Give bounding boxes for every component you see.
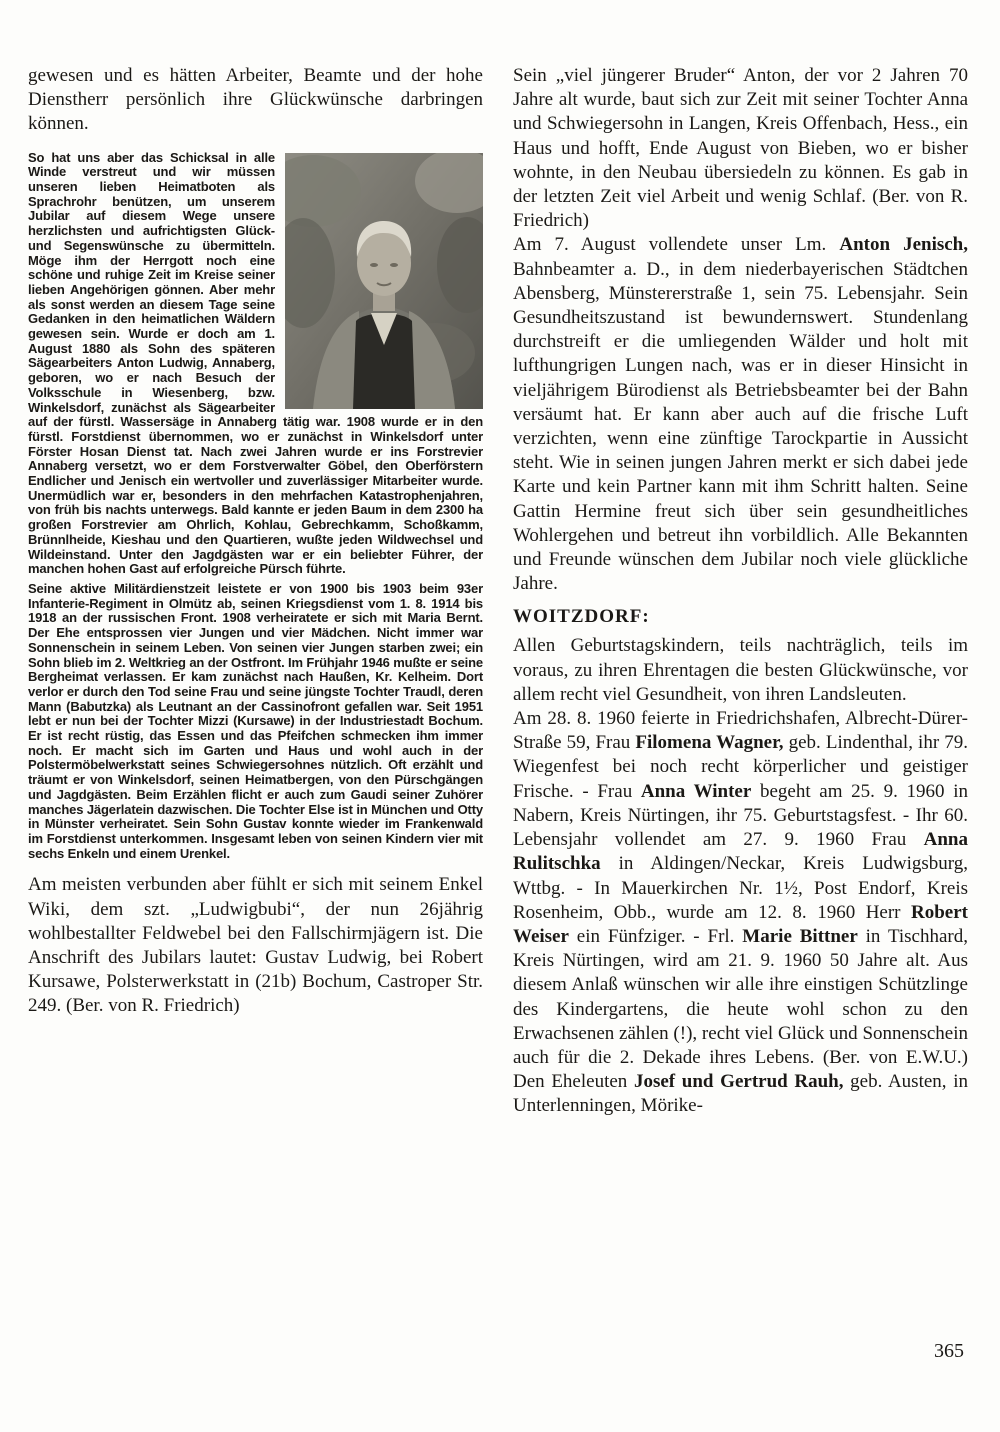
left-fine-print-block bbox=[28, 151, 483, 862]
fine-paragraph-biography: So hat uns aber das Schicksal in alle Winde verstreut und wir müssen unseren lieben Heimatboten als Sprachrohr benützen, um unserem Jubilar auf diesem Wege unsere herzlichsten und aufrichtigsten Glück- und Segenswünsche zu übermitteln. Möge ihm der Herrgott noch eine schöne und ruhige Zeit im Kreise seiner lieben Angehörigen gönnen. Aber mehr als sonst werden an diesem Tage seine Gedanken in den heimatlichen Wäldern gewesen sein. Wurde er doch am 1. August 1880 als Sohn des späteren Sägearbeiters Anton Ludwig, Annaberg, geboren, wo er nach Besuch der Volksschule in Wiesenberg, bzw. Winkelsdorf, zunächst als Sägearbeiter auf der fürstl. Wassersäge in Annaberg tätig war. 1908 wurde er in den fürstl. Forstdienst übernommen, wo er zunächst in Winkelsdorf unter Förster Hosan Dienst tat. Nach zwei Jahren wurde er ins Forstrevier Annaberg versetzt, wo er dem Forstverwalter Göbel, den Oberförstern Endlicher und Jenisch ein wertvoller und zuverlässiger Mitarbeiter wurde. Unermüdlich war er, besonders in den mehrfachen Katastrophenjahren, von früh bis nachts unterwegs. Bald kannte er jeden Baum in dem 2300 ha großen Forstrevier am Ohrlich, Kohlau, Gebrechkamm, Schoßkamm, Brünnlheide, Kieshau und den Quartieren, wußte jeden Wildwechsel und Wildeinstand. Unter den Jagdgästen war er ein beliebter Führer, der manchen hohen Gast auf erfolgreiche Pürsch führte. bbox=[28, 149, 483, 577]
page-number: 365 bbox=[934, 1340, 964, 1362]
left-outro-paragraph: Am meisten verbunden aber fühlt er sich mit seinem Enkel Wiki, dem szt. „Ludwigbubi“, der nun 26jährig wohlbestallter Feldwebel bei den Fallschirmjägern ist. Die Anschrift des Jubilars lautet: Gustav Ludwig, bei Robert Kursawe, Polsterwerkstatt in (21b) Bochum, Castroper Str. 249. (Ber. von R. Friedrich) bbox=[28, 874, 483, 1017]
jubilar-photo bbox=[285, 153, 483, 409]
left-column bbox=[28, 64, 483, 1119]
paragraph-bruder-anton: Sein „viel jüngerer Bruder“ Anton, der vor 2 Jahren 70 Jahre alt wurde, baut sich zur Zeit mit seiner Tochter Anna und Schwiegersohn in Langen, Kreis Offenbach, Hess., ein Haus und hofft, Ende August von Bieben, wo er bisher wohnte, in den Neubau übersiedeln zu können. Es gab in der letzten Zeit viel Arbeit und wenig Schlaf. (Ber. von R. Friedrich) bbox=[513, 65, 968, 232]
section-heading-woitzdorf: WOITZDORF: bbox=[513, 606, 650, 628]
paragraph-birthday-list: Am 28. 8. 1960 feierte in Friedrichshafen, Albrecht-Dürer-Straße 59, Frau Filomena Wagner, geb. Lindenthal, ihr 79. Wiegenfest bei noch recht körperlicher und geistiger Frische. - Frau Anna Winter begeht am 25. 9. 1960 in Nabern, Kreis Nürtingen, ihr 75. Geburtstagsfest. - Ihr 60. Lebensjahr vollendet am 27. 9. 1960 Frau Anna Rulitschka in Aldingen/Neckar, Kreis Ludwigsburg, Wttbg. - In Mauerkirchen Nr. 1½, Post Endorf, Kreis Rosenheim, Obb., wurde am 12. 8. 1960 Herr Robert Weiser ein Fünfziger. - Frl. Marie Bittner in Tischhard, Kreis Nürtingen, wird am 21. 9. 1960 50 Jahre alt. Aus diesem Anlaß wünschen wir alle ihre einstigen Schützlinge des Kindergartens, die heute wohl schon zu den Erwachsenen zählen (!), recht viel Glück und Sonnenschein auch für die 2. Dekade ihres Lebens. (Ber. von E.W.U.) Den Eheleuten Josef und Gertrud Rauh, geb. Austen, in Unterlenningen, Mörike- bbox=[513, 708, 968, 1117]
paragraph-birthday-greeting: Allen Geburtstagskindern, teils nachträglich, teils im voraus, zu ihren Ehrentagen die besten Glückwünsche, vor allem recht viel Gesundheit, von ihren Landsleuten. bbox=[513, 635, 968, 705]
paragraph-anton-jenisch: Am 7. August vollendete unser Lm. Anton Jenisch, Bahnbeamter a. D., in dem niederbayerischen Städtchen Abensberg, Münstererstraße 1, sein 75. Lebensjahr. Sein Gesundheitszustand ist bewundernswert. Stundenlang durchstreift er die umliegenden Wälder und holt mit lufthungrigen Lungen nach, was er in dieser Hinsicht in vieljährigem Bürodienst als Betriebsbeamter bei der Bahn versäumt hat. Er kann aber auch auf die frische Luft verzichten, wenn eine zünftige Tarockpartie in Aussicht steht. Wie in seinen jungen Jahren merkt er sich dabei jede Karte und kein Partner kann mit ihm Schritt halten. Seine Gattin Hermine freut sich über sein gesundheitliches Wohlergehen und betreut ihn vorbildlich. Alle Bekannten und Freunde wünschen dem Jubilar noch viele glückliche Jahre. bbox=[513, 234, 969, 595]
left-intro-paragraph: gewesen und es hätten Arbeiter, Beamte und der hohe Dienstherr persönlich ihre Glückwünsche darbringen können. bbox=[28, 65, 483, 135]
two-column-layout bbox=[28, 64, 968, 1119]
right-column bbox=[513, 64, 968, 1119]
fine-paragraph-military: Seine aktive Militärdienstzeit leistete er von 1900 bis 1903 beim 93er Infanterie-Regiment in Olmütz ab, seinen Kriegsdienst vom 1. 8. 1914 bis 1918 an der russischen Front. 1908 verheiratete er sich mit Maria Bernt. Der Ehe entsprossen vier Jungen und vier Mädchen. Nicht immer war Sonnenschein in seinem Leben. Von seinen vier Jungen starben zwei; ein Sohn blieb im 2. Weltkrieg an der Ostfront. Im Frühjahr 1946 mußte er seine Bergheimat verlassen. Er kam zunächst nach Haußen, Kr. Kelheim. Dort verlor er durch den Tod seine Frau und seine jüngste Tochter Traudl, deren Mann (Babutzka) als Leutnant an der Cassinofront gefallen war. Seit 1951 lebt er nun bei der Tochter Mizzi (Kursawe) in der Industriestadt Bochum. Er ist recht rüstig, das Essen und das Pfeifchen schmecken ihm immer noch. Er macht sich im Garten und Haus und wohl auch in der Polstermöbelwerkstatt seines Schwiegersohnes nützlich. Oft erzählt und träumt er von Winkelsdorf, seinen Heimatbergen, von den Pürschgängen und Jagdgästen. Beim Erzählen flicht er auch zum Gaudi seiner Zuhörer manches Jägerlatein dazwischen. Die Tochter Else ist in München und Otty in Münster verheiratet. Sein Sohn Gustav konnte wieder im Frankenwald im Forstdienst unterkommen. Insgesamt leben von seinen Kindern vier mit sechs Enkeln und einem Urenkel. bbox=[28, 581, 483, 861]
